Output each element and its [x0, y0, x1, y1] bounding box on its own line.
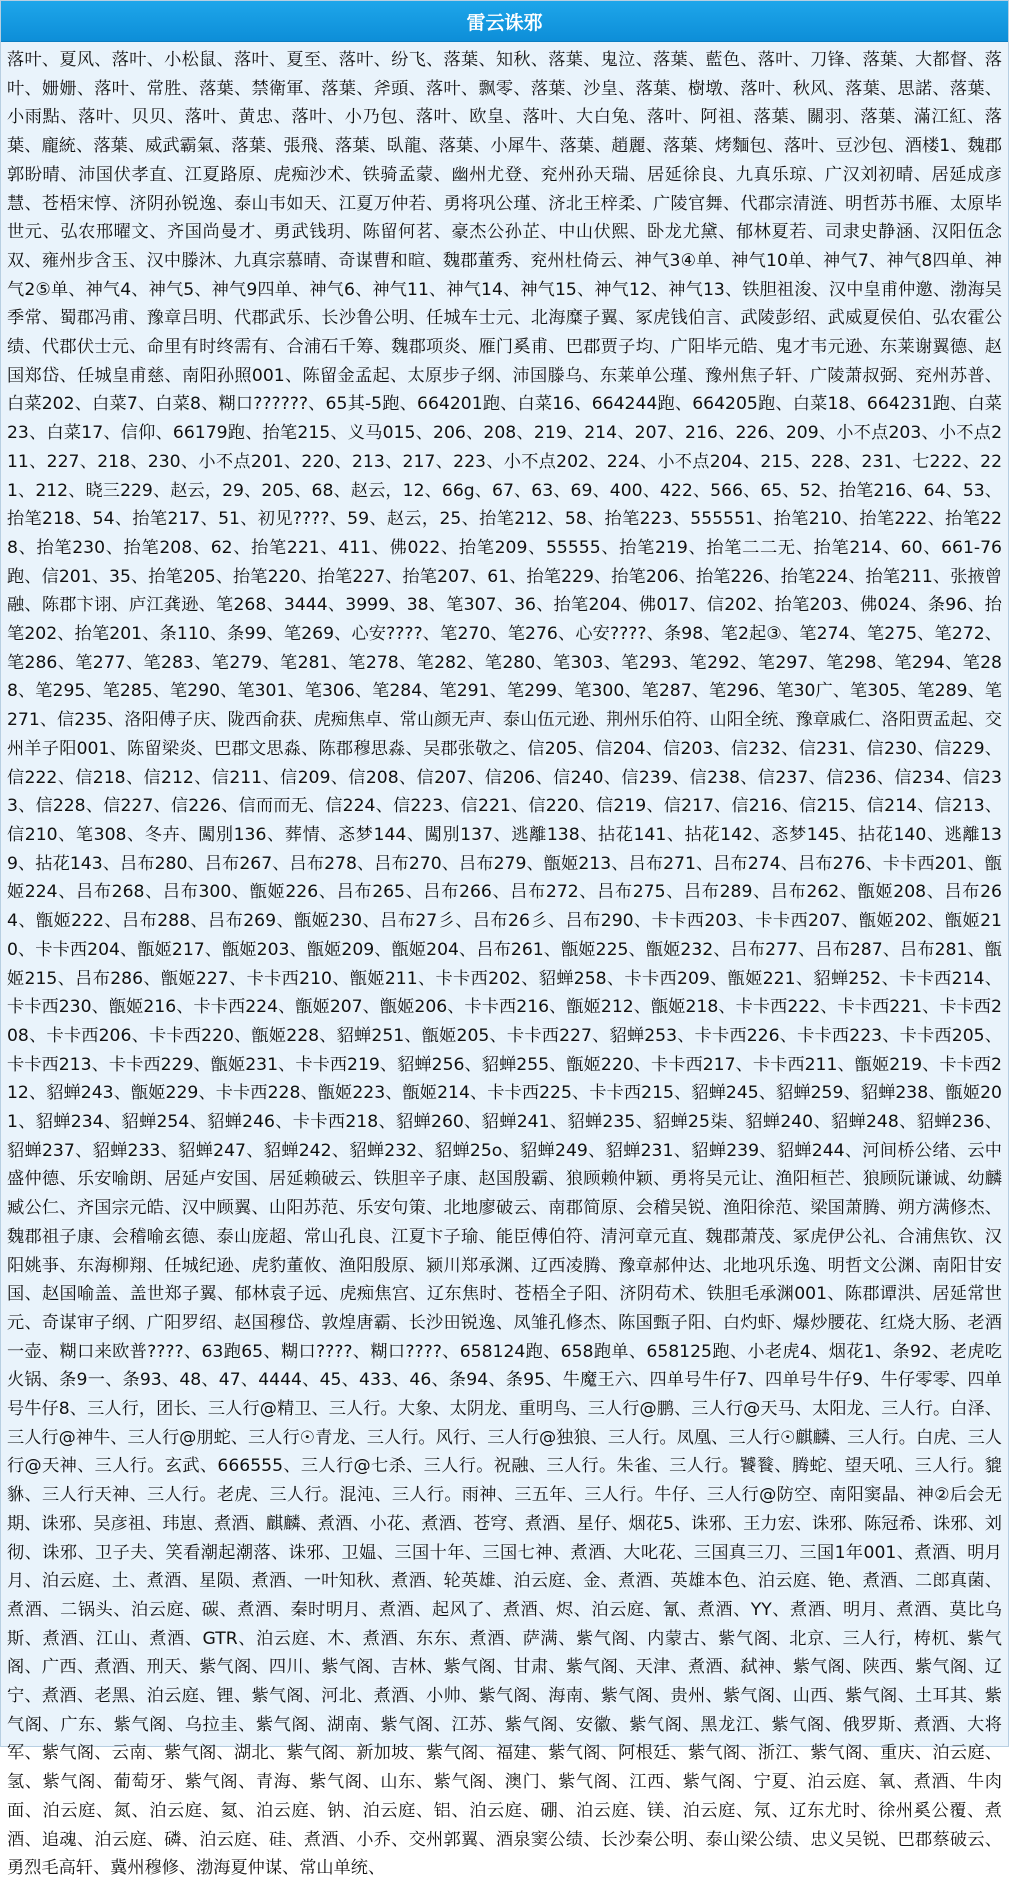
panel-title: 雷云诛邪 [1, 1, 1008, 42]
member-names-text: 落叶、夏风、落叶、小松鼠、落叶、夏至、落叶、纷飞、落葉、知秋、落葉、鬼泣、落葉、藍色、落叶、刀锋、落葉、大都督、落叶、姗姗、落叶、常胜、落葉、禁衛軍、落葉、斧頭、落叶、飘零、落葉、沙皇、落葉、樹墩、落叶、秋风、落葉、思諾、落葉、小雨點、落叶、贝贝、落叶、黄忠、落叶、小乃包、落叶、欧皇、落叶、大白兔、落叶、阿祖、落葉、關羽、落葉、滿江紅、落葉、龐統、落葉、威武霸氣、落葉、張飛、落葉、臥龍、落葉、小犀牛、落葉、趙麗、落葉、烤麵包、落叶、豆沙包、酒楼1、魏郡郭盼晴、沛国伏孝直、江夏路原、虎痴沙术、铁骑孟蒙、幽州尤登、兖州孙天瑞、居延徐良、九真乐琼、广汉刘初晴、居延成彦慧、苍梧宋惇、济阴孙锐逸、泰山韦如天、江夏万仲若、勇将巩公瑾、济北王梓柔、广陵官舞、代郡宗清涟、明哲苏书雁、太原毕世元、弘农邢曜文、齐国尚曼才、勇武钱玥、陈留何茗、豪杰公孙芷、中山伏熙、卧龙尤黛、郁林夏若、司隶史静涵、汉阳伍念双、雍州步含玉、汉中滕沐、九真宗慕晴、奇谋曹和暄、魏郡董秀、兖州杜倚云、神气3④单、神气10单、神气7、神气8四单、神气2⑤单、神气4、神气5、神气9四单、神气6、神气11、神气14、神气15、神气12、神气13、铁胆祖浚、汉中皇甫仲邀、渤海吴季常、蜀郡冯甫、豫章吕明、代郡武乐、长沙鲁公明、任城车士元、北海糜子翼、冢虎钱伯言、武陵彭绍、武威夏侯伯、弘农霍公绩、代郡伏士元、命里有时终需有、合浦石千筹、魏郡项炎、雁门奚甫、巴郡贾子均、广阳毕元皓、鬼才韦元逊、东莱谢翼德、赵国郑岱、任城皇甫慈、南阳孙照001、陈留金孟起、太原步子纲、沛国滕乌、东莱单公瑾、豫州焦子轩、广陵萧叔弼、兖州苏普、白菜202、白菜7、白菜8、糊口??????、65其-5跑、664201跑、白菜16、664244跑、664205跑、白菜18、664231跑、白菜23、白菜17、信仰、66179跑、抬笔215、义马015、206、208、219、214、207、216、226、209、小不点203、小不点211、227、218、230、小不点201、220、213、217、223、小不点202、224、小不点204、215、228、231、七222、221、212、晓三229、赵云，29、205、68、赵云，12、66g、67、63、69、400、422、566、65、52、抬笔216、64、53、抬笔218、54、抬笔217、51、初见????、59、赵云，25、抬笔212、58、抬笔223、555551、抬笔210、抬笔222、抬笔228、抬笔230、抬笔208、62、抬笔221、411、佛022、抬笔209、55555、抬笔219、抬笔二二无、抬笔214、60、661-76跑、信201、35、抬笔205、抬笔220、抬笔227、抬笔207、61、抬笔229、抬笔206、抬笔226、抬笔224、抬笔211、张掖曾融、陈郡卞诩、庐江龚逊、笔268、3444、3999、38、笔307、36、抬笔204、佛017、信202、抬笔203、佛024、条96、抬笔202、抬笔201、条110、条99、笔269、心安????、笔270、笔276、心安????、条98、笔2起③、笔274、笔275、笔272、笔286、笔277、笔283、笔279、笔281、笔278、笔282、笔280、笔303、笔293、笔292、笔297、笔298、笔294、笔288、笔295、笔285、笔290、笔301、笔306、笔284、笔291、笔299、笔300、笔287、笔296、笔30广、笔305、笔289、笔271、信235、洛阳傅子庆、陇西俞获、虎痴焦卓、常山颜无声、泰山伍元逊、荆州乐伯符、山阳全统、豫章戚仁、洛阳贾孟起、交州羊子阳001、陈留梁炎、巴郡文思淼、陈郡穆思淼、吴郡张敬之、信205、信204、信203、信232、信231、信230、信229、信222、信218、信212、信211、信209、信208、信207、信206、信240、信239、信238、信237、信236、信234、信233、信228、信227、信226、信而而无、信224、信223、信221、信220、信219、信217、信216、信215、信214、信213、信210、笔308、冬卉、闖別136、葬情、忞梦144、闖別137、逃離138、拈花141、拈花142、忞梦145、拈花140、逃離139、拈花143、吕布280、吕布267、吕布278、吕布270、吕布279、甑姬213、吕布271、吕布274、吕布276、卡卡西201、甑姬224、吕布268、吕布300、甑姬226、吕布265、吕布266、吕布272、吕布275、吕布289、吕布262、甑姬208、吕布264、甑姬222、吕布288、吕布269、甑姬230、吕布27彡、吕布26彡、吕布290、卡卡西203、卡卡西207、甑姬202、甑姬210、卡卡西204、甑姬217、甑姬203、甑姬209、甑姬204、吕布261、甑姬225、甑姬232、吕布277、吕布287、吕布281、甑姬215、吕布286、甑姬227、卡卡西210、甑姬211、卡卡西202、貂蝉258、卡卡西209、甑姬221、貂蝉252、卡卡西214、卡卡西230、甑姬216、卡卡西224、甑姬207、甑姬206、卡卡西216、甑姬212、甑姬218、卡卡西222、卡卡西221、卡卡西208、卡卡西206、卡卡西220、甑姬228、貂蝉251、甑姬205、卡卡西227、貂蝉253、卡卡西226、卡卡西223、卡卡西205、卡卡西213、卡卡西229、甑姬231、卡卡西219、貂蝉256、貂蝉255、甑姬220、卡卡西217、卡卡西211、甑姬219、卡卡西212、貂蝉243、甑姬229、卡卡西228、甑姬223、甑姬214、卡卡西225、卡卡西215、貂蝉245、貂蝉259、貂蝉238、甑姬201、貂蝉234、貂蝉254、貂蝉246、卡卡西218、貂蝉260、貂蝉241、貂蝉235、貂蝉25柒、貂蝉240、貂蝉248、貂蝉236、貂蝉237、貂蝉233、貂蝉247、貂蝉242、貂蝉232、貂蝉25o、貂蝉249、貂蝉231、貂蝉239、貂蝉244、河间桥公绪、云中盛仲德、乐安喻朗、居延卢安国、居延赖破云、铁胆辛子康、赵国殷霸、狼顾赖仲颖、勇将吴元让、渔阳桓芒、狼顾阮谦诚、幼麟臧公仁、齐国宗元皓、汉中顾翼、山阳苏范、乐安句策、北地廖破云、南郡简原、会稽吴锐、渔阳徐范、梁国萧腾、朔方满修杰、魏郡祖子康、会稽喻玄德、泰山庞超、常山孔良、江夏卞子瑜、能臣傅伯符、清河章元直、魏郡萧茂、冢虎伊公礼、合浦焦钦、汉阳姚亊、东海柳翔、任城纪逊、虎豹董攸、渔阳殷原、颍川郑承渊、辽西凌腾、豫章郝仲达、北地巩乐逸、明哲文公渊、南阳甘安国、赵国喻盖、盖世郑子翼、郁林袁子远、虎痴焦宫、辽东焦时、苍梧全子阳、济阴苟术、铁胆毛承渊001、陈郡谭洪、居延常世元、奇谋审子纲、广阳罗绍、赵国穆岱、敦煌唐霸、长沙田锐逸、凤雏孔修杰、陈国甄子阳、白灼虾、爆炒腰花、红烧大肠、老酒一壶、糊口来欧普????、63跑65、糊口????、糊口????、658124跑、658跑单、658125跑、小老虎4、烟花1、条92、老虎吃火锅、条9一、条93、48、47、4444、45、433、46、条94、条95、牛魔王六、四单号牛仔7、四单号牛仔9、牛仔零零、四单号牛仔8、三人行，团长、三人行@精卫、三人行。大象、太阴龙、重明鸟、三人行@鹏、三人行@天马、太阳龙、三人行。白泽、三人行@神牛、三人行@朋蛇、三人行☉青龙、三人行。风行、三人行@独狼、三人行。凤凰、三人行☉麒麟、三人行。白虎、三人行@天神、三人行。玄武、666555、三人行@七杀、三人行。祝融、三人行。朱雀、三人行。饕餮、腾蛇、望天吼、三人行。貔貅、三人行天神、三人行。老虎、三人行。混沌、三人行。雨神、三五年、三人行。牛仔、三人行@防空、南阳窦晶、神②后会无期、诛邪、吴彦祖、玮崽、煮酒、麒麟、煮酒、小花、煮酒、苍穹、煮酒、星仔、烟花5、诛邪、王力宏、诛邪、陈冠希、诛邪、刘彻、诛邪、卫子夫、笑看潮起潮落、诛邪、卫媪、三国十年、三国七神、煮酒、大叱花、三国真三刀、三国1年001、煮酒、明月月、泊云庭、土、煮酒、星陨、煮酒、一叶知秋、煮酒、轮英雄、泊云庭、金、煮酒、英雄本色、泊云庭、铯、煮酒、二郎真菌、煮酒、二锅头、泊云庭、碳、煮酒、秦时明月、煮酒、起风了、煮酒、烬、泊云庭、氰、煮酒、YY、煮酒、明月、煮酒、莫比乌斯、煮酒、江山、煮酒、GTR、泊云庭、木、煮酒、东东、煮酒、萨满、紫气阁、内蒙古、紫气阁、北京、三人行，梼杌、紫气阁、广西、煮酒、刑天、紫气阁、四川、紫气阁、吉林、紫气阁、甘肃、紫气阁、天津、煮酒、弑神、紫气阁、陕西、紫气阁、辽宁、煮酒、老黑、泊云庭、锂、紫气阁、河北、煮酒、小帅、紫气阁、海南、紫气阁、贵州、紫气阁、山西、紫气阁、土耳其、紫气阁、广东、紫气阁、乌拉圭、紫气阁、湖南、紫气阁、江苏、紫气阁、安徽、紫气阁、黑龙江、紫气阁、俄罗斯、煮酒、大将军、紫气阁、云南、紫气阁、湖北、紫气阁、新加坡、紫气阁、福建、紫气阁、阿根廷、紫气阁、浙江、紫气阁、重庆、泊云庭、氢、紫气阁、葡萄牙、紫气阁、青海、紫气阁、山东、紫气阁、澳门、紫气阁、江西、紫气阁、宁夏、泊云庭、氧、煮酒、牛肉面、泊云庭、氮、泊云庭、氦、泊云庭、钠、泊云庭、铝、泊云庭、硼、泊云庭、镁、泊云庭、氖、辽东尤时、徐州奚公覆、煮酒、追魂、泊云庭、磷、泊云庭、硅、煮酒、小乔、交州郭翼、酒泉窦公绩、长沙秦公明、泰山梁公绩、忠义吴锐、巴郡蔡破云、勇烈毛高轩、冀州穆修、渤海夏仲谋、常山单统、 [7, 50, 1002, 1879]
